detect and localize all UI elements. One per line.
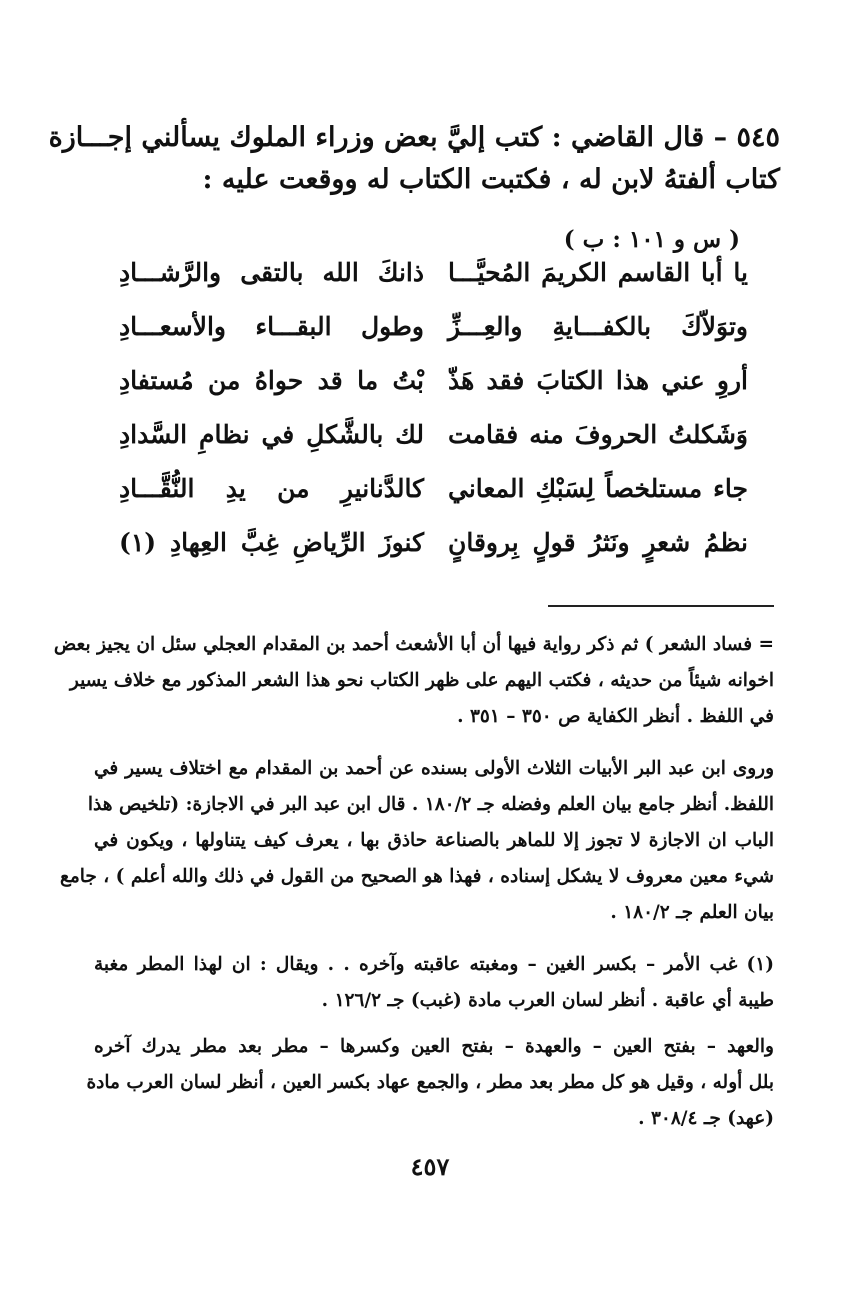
verse-2-second-hemistich: وطول البقـــاء والأسعـــادِ	[119, 312, 424, 341]
footnote-1-continued-line-3: (عهد) جـ ٣٠٨/٤ .	[638, 1108, 774, 1129]
footnote-separator-rule	[548, 605, 774, 607]
verse-1-first-hemistich: يا أبا القاسم الكريمَ المُحيَّـــا	[448, 258, 748, 287]
verse-6-second-hemistich: كنوزَ الرِّياضِ غِبَّ العِهادِ (١)	[119, 528, 424, 557]
verse-5-first-hemistich: جاء مستلخصاً لِسَبْكِ المعاني	[448, 474, 748, 503]
footnote-paragraph-2-line-5: بيان العلم جـ ١٨٠/٢ .	[610, 902, 774, 923]
footnote-1-line-2: طيبة أي عاقبة . أنظر لسان العرب مادة (غبب) جـ ١٢٦/٢ .	[321, 990, 774, 1011]
verse-3-first-hemistich: أروِ عني هذا الكتابَ فقد هَذّ	[448, 366, 748, 395]
footnote-1-continued-line-1: والعهد – بفتح العين – والعهدة – بفتح العين وكسرها – مطر بعد مطر يدرك آخره	[94, 1036, 774, 1057]
footnote-1-continued-line-2: بلل أوله ، وقيل هو كل مطر بعد مطر ، والجمع عهاد بكسر العين ، أنظر لسان العرب مادة	[86, 1072, 774, 1093]
verse-4-second-hemistich: لك بالشَّكلِ في نظامِ السَّدادِ	[119, 420, 424, 449]
intro-line-1: ٥٤٥ – قال القاضي : كتب إليَّ بعض وزراء الملوك يسألني إجـــازة	[48, 122, 780, 153]
manuscript-source-reference: ( س و ١٠١ : ب )	[563, 226, 740, 253]
verse-1-second-hemistich: ذانكَ الله بالتقى والرَّشـــادِ	[119, 258, 424, 287]
verse-5-second-hemistich: كالدَّنانيرِ من يدِ النُّقَّـــادِ	[119, 474, 424, 503]
intro-line-2: كتاب ألفتهُ لابن له ، فكتبت الكتاب له ووقعت عليه :	[202, 164, 780, 195]
page-number: ٤٥٧	[410, 1152, 450, 1181]
footnote-continued-line-1: = فساد الشعر ) ثم ذكر رواية فيها أن أبا الأشعث أحمد بن المقدام العجلي سئل ان يجيز بعض	[53, 634, 774, 655]
verse-6-first-hemistich: نظمُ شعرٍ ونَثرُ قولٍ بِروقانٍ	[448, 528, 748, 557]
footnote-continued-line-2: اخوانه شيئاً من حديثه ، فكتب اليهم على ظهر الكتاب نحو هذا الشعر المذكور مع خلاف يسير	[69, 670, 774, 691]
verse-4-first-hemistich: وَشَكلتُ الحروفَ منه فقامت	[448, 420, 748, 449]
footnote-paragraph-2-line-4: شيء معين معروف لا يشكل إسناده ، فهذا هو الصحيح من القول في ذلك والله أعلم ) ، جامع	[60, 866, 774, 887]
footnote-paragraph-2-line-3: الباب ان الاجازة لا تجوز إلا للماهر بالصناعة حاذق بها ، يعرف كيف يتناولها ، ويكون في	[94, 830, 774, 851]
footnote-1-line-1: (١) غب الأمر – بكسر الغين – ومغبته عاقبته وآخره . . ويقال : ان لهذا المطر مغبة	[94, 954, 774, 975]
verse-3-second-hemistich: بْتُ ما قد حواهُ من مُستفادِ	[119, 366, 424, 395]
verse-2-first-hemistich: وتوَلاّكَ بالكفـــايةِ والعِـــزِّ	[448, 312, 748, 341]
footnote-continued-line-3: في اللفظ . أنظر الكفاية ص ٣٥٠ – ٣٥١ .	[457, 706, 774, 727]
footnote-paragraph-2-line-1: وروى ابن عبد البر الأبيات الثلاث الأولى بسنده عن أحمد بن المقدام مع اختلاف يسير في	[94, 758, 774, 779]
footnote-paragraph-2-line-2: اللفظ. أنظر جامع بيان العلم وفضله جـ ١٨٠/٢ . قال ابن عبد البر في الاجازة: (تلخيص هذا	[87, 794, 774, 815]
